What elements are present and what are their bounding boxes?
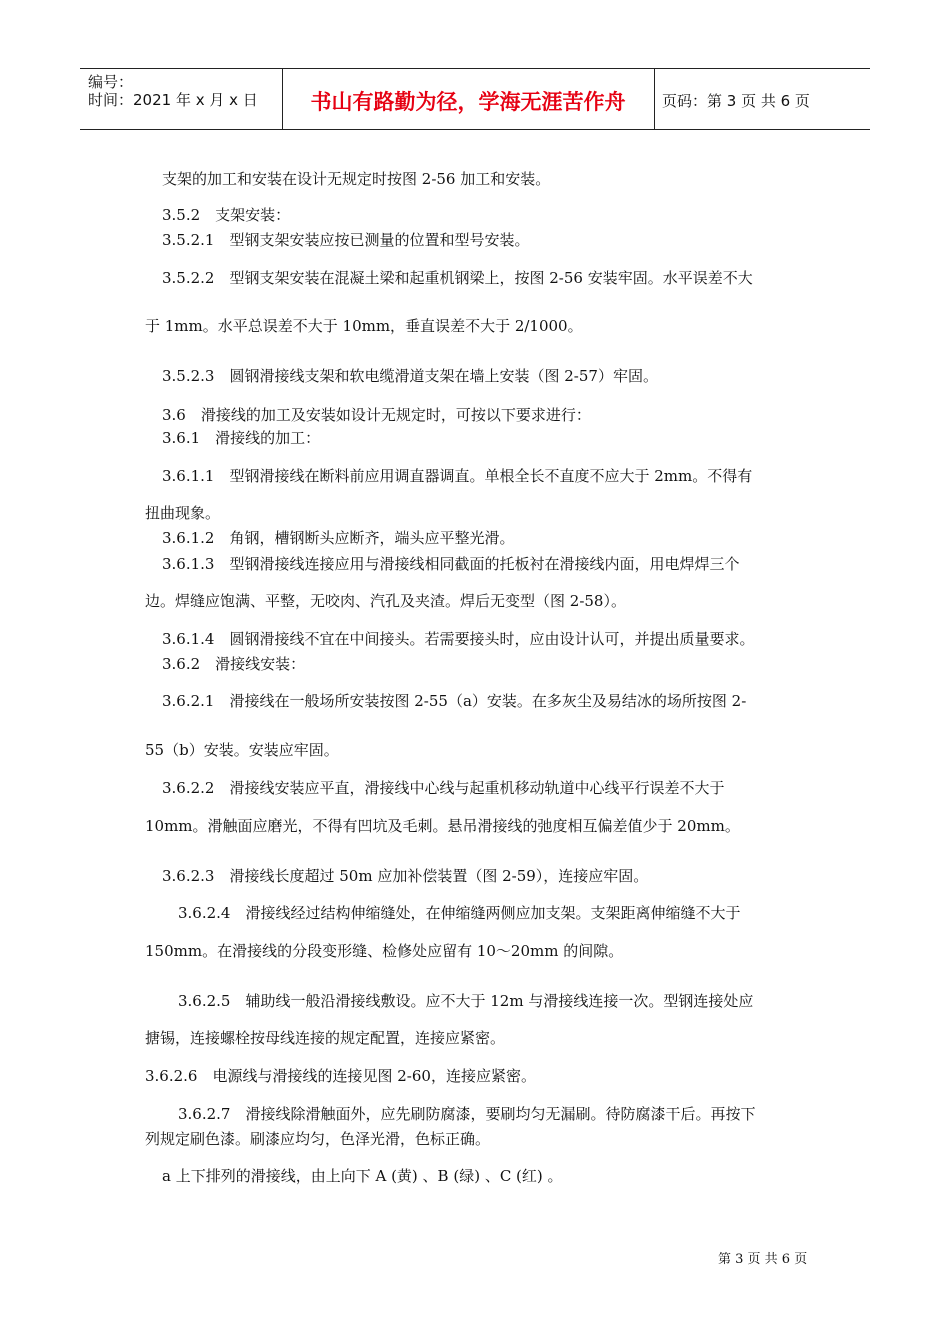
- footer-page-number: 第 3 页 共 6 页: [718, 1252, 808, 1267]
- paragraph-line: 3.6.1.2 角钢，槽钢断头应断齐，端头应平整光滑。: [162, 529, 515, 547]
- paragraph-line: 3.6.2.1 滑接线在一般场所安装按图 2-55（a）安装。在多灰尘及易结冰的场所按图 2-: [162, 692, 747, 710]
- paragraph-line: 边。焊缝应饱满、平整，无咬肉、汽孔及夹渣。焊后无变型（图 2-58）。: [145, 592, 626, 610]
- paragraph-line: 3.6.1.3 型钢滑接线连接应用与滑接线相同截面的托板衬在滑接线内面，用电焊焊三个: [162, 555, 740, 573]
- paragraph-line: 3.6.1.4 圆钢滑接线不宜在中间接头。若需要接头时，应由设计认可，并提出质量要求。: [162, 630, 755, 648]
- paragraph-line: 10mm。滑触面应磨光，不得有凹坑及毛刺。悬吊滑接线的弛度相互偏差值少于 20mm。: [145, 817, 740, 835]
- paragraph-line: 3.6.2.3 滑接线长度超过 50m 应加补偿装置（图 2-59），连接应牢固。: [162, 867, 649, 885]
- header-divider: [654, 69, 655, 129]
- paragraph-line: 3.5.2.1 型钢支架安装应按已测量的位置和型号安装。: [162, 231, 530, 249]
- section-heading: 3.6.1 滑接线的加工：: [162, 429, 321, 447]
- list-item: a 上下排列的滑接线，由上向下 A (黄) 、B (绿) 、C (红) 。: [162, 1167, 563, 1185]
- paragraph-line: 3.6.2.7 滑接线除滑触面外，应先刷防腐漆，要刷均匀无漏刷。待防腐漆干后。再按下: [178, 1105, 756, 1123]
- document-date: 时间：2021 年 x 月 x 日: [88, 91, 258, 109]
- paragraph-line: 3.6.2.5 辅助线一般沿滑接线敷设。应不大于 12m 与滑接线连接一次。型钢连接处应: [178, 992, 754, 1010]
- paragraph-line: 150mm。在滑接线的分段变形缝、检修处应留有 10～20mm 的间隙。: [145, 942, 624, 960]
- paragraph-line: 3.6.1.1 型钢滑接线在断料前应用调直器调直。单根全长不直度不应大于 2mm。不得有: [162, 467, 753, 485]
- paragraph-line: 于 1mm。水平总误差不大于 10mm，垂直误差不大于 2/1000。: [145, 317, 583, 335]
- header-page-number: 页码：第 3 页 共 6 页: [662, 92, 810, 110]
- paragraph-line: 列规定刷色漆。刷漆应均匀，色泽光滑，色标正确。: [145, 1130, 491, 1148]
- paragraph-line: 3.6.2.4 滑接线经过结构伸缩缝处，在伸缩缝两侧应加支架。支架距离伸缩缝不大于: [178, 904, 741, 922]
- paragraph-line: 55（b）安装。安装应牢固。: [145, 741, 339, 759]
- document-number-label: 编号：: [88, 73, 134, 91]
- paragraph-line: 3.6.2.6 电源线与滑接线的连接见图 2-60，连接应紧密。: [145, 1067, 536, 1085]
- section-heading: 3.5.2 支架安装：: [162, 206, 291, 224]
- header-motto: 书山有路勤为径，学海无涯苦作舟: [310, 90, 626, 114]
- paragraph-line: 3.5.2.3 圆钢滑接线支架和软电缆滑道支架在墙上安装（图 2-57）牢固。: [162, 367, 658, 385]
- section-heading: 3.6.2 滑接线安装：: [162, 655, 306, 673]
- paragraph-line: 搪锡，连接螺栓按母线连接的规定配置，连接应紧密。: [145, 1029, 506, 1047]
- paragraph-line: 3.5.2.2 型钢支架安装在混凝土梁和起重机钢梁上，按图 2-56 安装牢固。水平误差不大: [162, 269, 753, 287]
- paragraph-line: 支架的加工和安装在设计无规定时按图 2-56 加工和安装。: [162, 170, 551, 188]
- page-header: [80, 68, 870, 130]
- paragraph-line: 扭曲现象。: [145, 504, 221, 522]
- section-heading: 3.6 滑接线的加工及安装如设计无规定时，可按以下要求进行：: [162, 406, 591, 424]
- paragraph-line: 3.6.2.2 滑接线安装应平直，滑接线中心线与起重机移动轨道中心线平行误差不大于: [162, 779, 725, 797]
